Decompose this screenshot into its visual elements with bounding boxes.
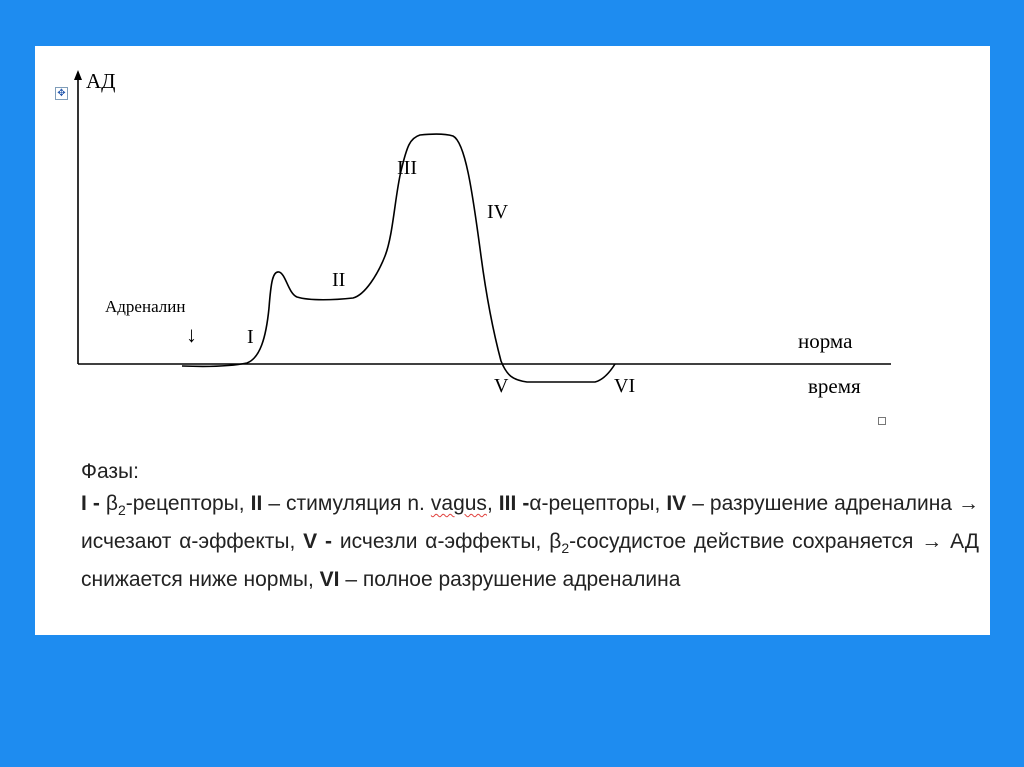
subscript-2: 2	[117, 502, 126, 519]
phase-4-text-2: исчезают	[81, 530, 180, 554]
beta-symbol: β	[549, 530, 562, 554]
phase-label-6: VI	[614, 375, 636, 397]
phase-label-4: IV	[487, 201, 509, 223]
phase-label-3: III	[397, 157, 417, 179]
phase-3-text: -рецепторы,	[541, 492, 667, 515]
phase-label-1: I	[247, 326, 254, 348]
y-axis-arrowhead	[74, 70, 82, 80]
vagus-word: vagus	[430, 492, 487, 515]
injection-arrow: ↓	[186, 322, 197, 347]
phase-1-text: -рецепторы,	[125, 492, 251, 515]
phase-4-term: IV	[666, 492, 687, 515]
resize-handle-icon[interactable]	[878, 417, 886, 425]
x-axis-label: время	[808, 374, 861, 398]
phase-5-text-3: -сосудистое действие сохраняется	[569, 530, 922, 554]
baseline-label: норма	[798, 329, 853, 353]
y-axis-label: АД	[86, 69, 116, 93]
phase-label-5: V	[494, 375, 509, 397]
phase-4-text: – разрушение адреналина	[686, 492, 958, 515]
phase-5-text-4: АД снижается ниже нормы,	[81, 530, 980, 592]
arrow-symbol: →	[957, 492, 979, 515]
alpha-symbol: α	[425, 530, 438, 554]
injection-label: Адреналин	[105, 297, 186, 316]
beta-symbol: β	[105, 492, 118, 515]
alpha-symbol: α	[529, 492, 542, 515]
phase-2-text: – стимуляция n.	[262, 492, 431, 515]
phase-6-text: – полное разрушение адреналина	[339, 568, 681, 592]
phase-2-end: ,	[486, 492, 499, 515]
legend-title: Фазы:	[81, 460, 139, 483]
phase-5-text-2: -эффекты,	[437, 530, 550, 554]
slide-canvas	[35, 46, 990, 635]
phase-5-term: V -	[303, 530, 333, 554]
blood-pressure-diagram	[35, 46, 990, 446]
move-anchor-icon[interactable]: ✥	[55, 87, 68, 100]
alpha-symbol: α	[179, 530, 192, 554]
phase-1-term: I -	[81, 492, 100, 515]
phase-3-term: III -	[498, 492, 530, 515]
phase-2-term: II	[250, 492, 263, 515]
legend-text	[81, 488, 979, 596]
arrow-symbol: →	[921, 530, 943, 554]
phase-5-text: исчезли	[332, 530, 426, 554]
phase-legend	[81, 456, 979, 596]
phase-label-2: II	[332, 269, 346, 291]
phase-4-text-3: -эффекты,	[191, 530, 304, 554]
phase-6-term: VI	[319, 568, 340, 592]
subscript-2: 2	[561, 540, 570, 557]
